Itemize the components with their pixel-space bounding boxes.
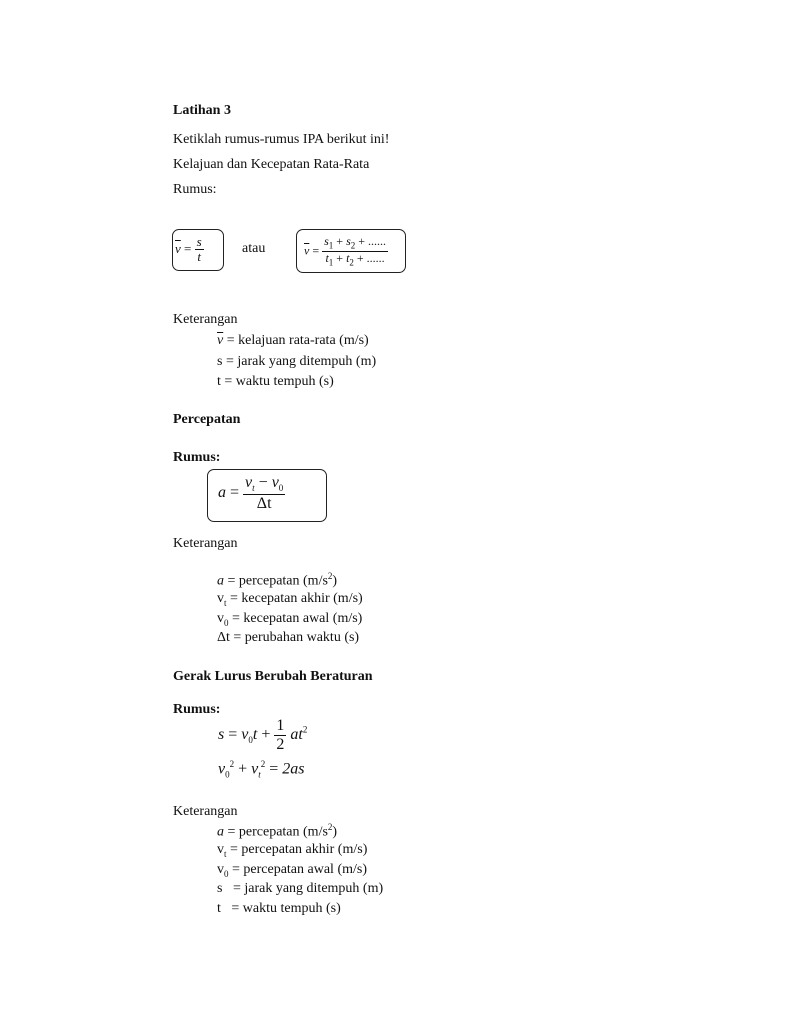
legend-vt-2: $v_t$ = percepatan akhir (m/s) [217, 842, 368, 859]
formula-displacement: $s = v_0t$ + $\frac{1}{2}$ $at^2$ [218, 717, 308, 753]
legend-s-2: s = jarak yang ditempuh (m) [217, 881, 384, 896]
fraction-sum-s-over-sum-t: $\frac{s_1 + s_2 + ......}{t_1 + t_2 + ......}$ [324, 234, 387, 268]
legend-a: a = percepatan $(m/s^2)$ [217, 571, 338, 589]
formula-average-speed-box: $\overline{v}$ = $\frac{s}{t}$ [172, 229, 224, 271]
legend-s: s = jarak yang ditempuh (m) [217, 354, 377, 369]
v-bar-symbol: $\overline{v}$ [175, 240, 181, 256]
topic-title: Kelajuan dan Kecepatan Rata-Rata [173, 157, 370, 172]
keterangan-label-2: Keterangan [173, 536, 238, 551]
acceleration-heading: Percepatan [173, 412, 241, 427]
legend-v0: $v_0$ = kecepatan awal (m/s) [217, 611, 363, 628]
legend-t-2: t = waktu tempuh (s) [217, 901, 341, 916]
legend-v0-2: $v_0$ = percepatan awal (m/s) [217, 862, 367, 879]
fraction-s-over-t: $\frac{s}{t}$ [196, 234, 202, 265]
legend-t: t = waktu tempuh (s) [217, 374, 334, 389]
legend-a-2: a = percepatan $(m/s^2)$ [217, 822, 338, 840]
glbb-heading: Gerak Lurus Berubah Beraturan [173, 669, 373, 684]
fraction-delta-v-over-delta-t: $\frac{v_t - v_0}{\Delta t}$ [245, 474, 284, 513]
rumus-label-bold-2: Rumus: [173, 702, 221, 717]
exercise-heading: Latihan 3 [173, 103, 231, 118]
formula-velocity-squared: $v_0^2 + v_t^2 = 2as$ [218, 759, 305, 780]
legend-vt: $v_t$ = kecepatan akhir (m/s) [217, 591, 363, 608]
rumus-label-bold-1: Rumus: [173, 450, 221, 465]
formula-acceleration-box: a = $\frac{v_t - v_0}{\Delta t}$ [207, 469, 327, 522]
formula-average-speed-series-box: $\overline{v}$ = $\frac{s_1 + s_2 + ......}{t_1 + t_2 + ......}$ [296, 229, 406, 273]
rumus-label: Rumus: [173, 182, 217, 197]
legend-v: $\overline{v}$ = kelajuan rata-rata (m/s) [217, 333, 369, 348]
fraction-one-half: $\frac{1}{2}$ [276, 717, 285, 753]
instruction-text: Ketiklah rumus-rumus IPA berikut ini! [173, 132, 390, 147]
keterangan-label-3: Keterangan [173, 804, 238, 819]
atau-text: atau [242, 241, 266, 256]
legend-delta-t: Δt = perubahan waktu (s) [217, 630, 360, 645]
keterangan-label-1: Keterangan [173, 312, 238, 327]
